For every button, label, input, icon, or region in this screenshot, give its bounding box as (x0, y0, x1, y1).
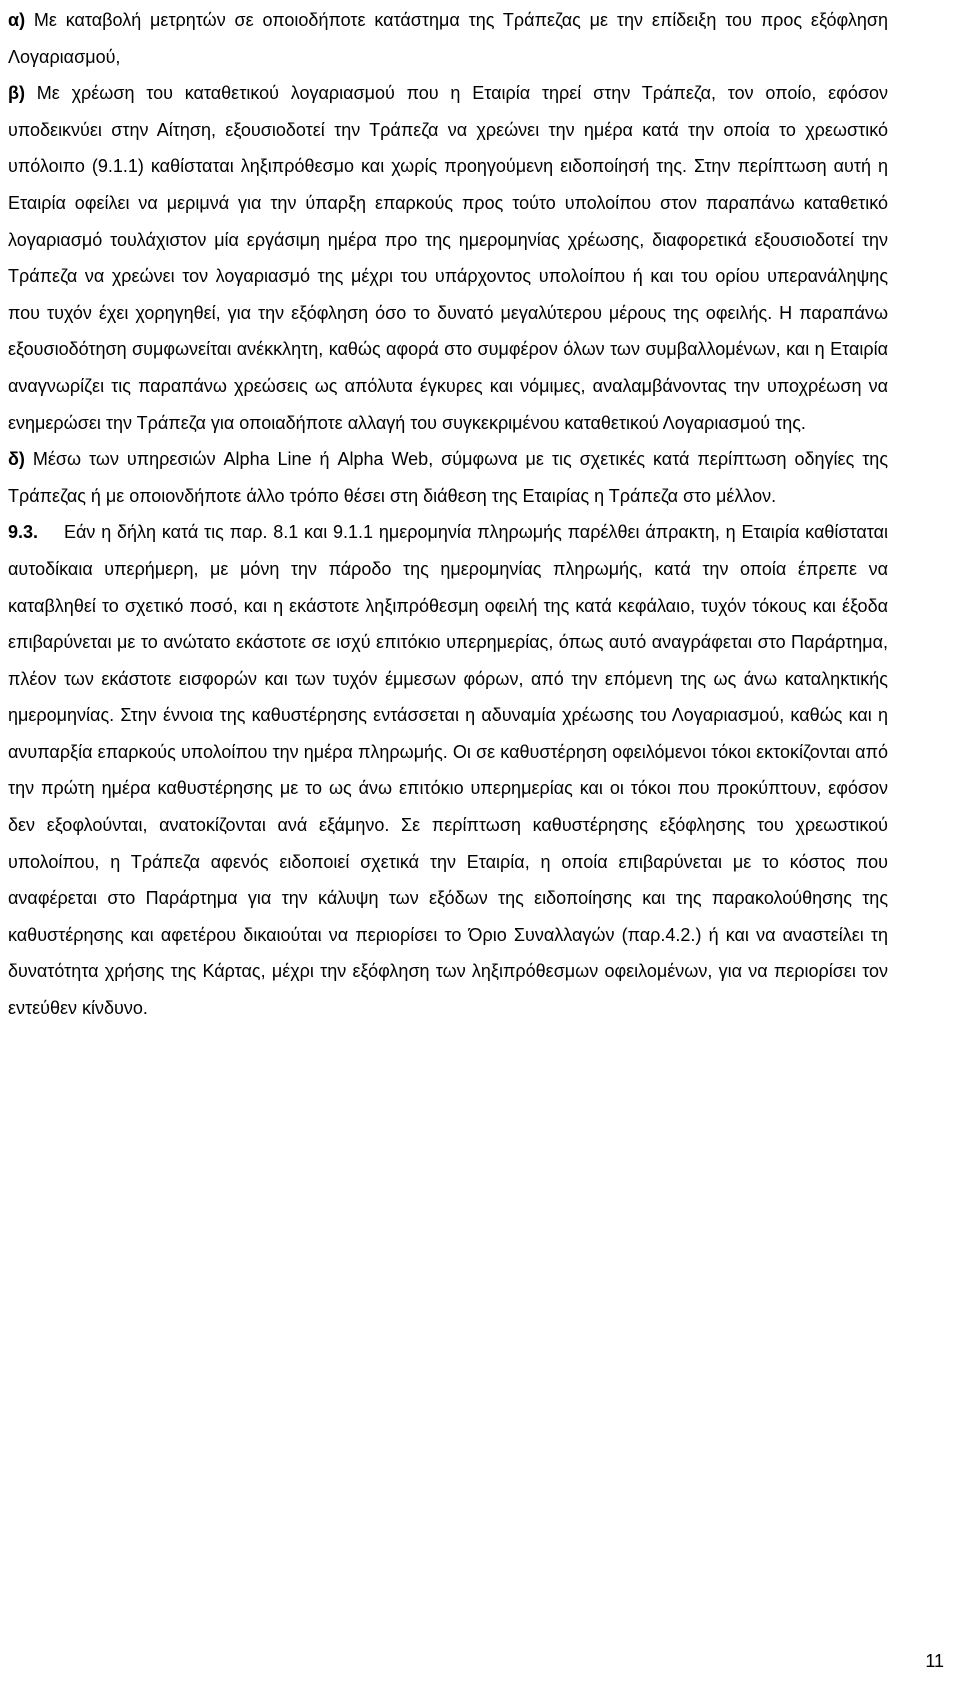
paragraph-marker: α) (8, 10, 26, 30)
paragraph-text: Με χρέωση του καταθετικού λογαριασμού που η Εταιρία τηρεί στην Τράπεζα, τον οποίο, εφόσον υποδεικνύει στην Αίτηση, εξουσιοδοτεί την Τράπεζα να χρεώνει την ημέρα κατά την οποία το χρεωστικό υπόλοιπο (9.1.1) καθίσταται ληξιπρόθεσμο και χωρίς προηγούμενη ειδοποίησή της. Στην περίπτωση αυτή η Εταιρία οφείλει να μεριμνά για την ύπαρξη επαρκούς προς τούτο υπολοίπου στον παραπάνω καταθετικό λογαριασμό τουλάχιστον μία εργάσιμη ημέρα προ της ημερομηνίας χρέωσης, διαφορετικά εξουσιοδοτεί την Τράπεζα να χρεώνει τον λογαριασμό της μέχρι του υπάρχοντος υπολοίπου ή και του ορίου υπερανάληψης που τυχόν έχει χορηγηθεί, για την εξόφληση όσο το δυνατό μεγαλύτερου μέρους της οφειλής. Η παραπάνω εξουσιοδότηση συμφωνείται ανέκκλητη, καθώς αφορά στο συμφέρον όλων των συμβαλλομένων, και η Εταιρία αναγνωρίζει τις παραπάνω χρεώσεις ως απόλυτα έγκυρες και νόμιμες, αναλαμβάνοντας την υποχρέωση να ενημερώσει την Τράπεζα για οποιαδήποτε αλλαγή του συγκεκριμένου καταθετικού Λογαριασμού της. (8, 83, 888, 433)
paragraph-marker: β) (8, 83, 25, 104)
paragraph-text: Με καταβολή μετρητών σε οποιοδήποτε κατάστημα της Τράπεζας με την επίδειξη του προς εξόφληση Λογαριασμού, (8, 10, 888, 67)
paragraph-a (8, 2, 888, 75)
page-number: 11 (925, 1651, 944, 1671)
paragraph-b (8, 75, 888, 441)
document-page (8, 0, 888, 1027)
paragraph-text: Μέσω των υπηρεσιών Alpha Line ή Alpha Web, σύμφωνα με τις σχετικές κατά περίπτωση οδηγίες της Τράπεζας ή με οποιονδήποτε άλλο τρόπο θέσει στη διάθεση της Εταιρίας η Τράπεζα στο μέλλον. (8, 449, 888, 506)
clause-number: 9.3. (8, 522, 39, 543)
paragraph-d (8, 441, 888, 514)
clause-9-3 (8, 514, 888, 1026)
paragraph-marker: δ) (8, 449, 25, 470)
paragraph-text: Εάν η δήλη κατά τις παρ. 8.1 και 9.1.1 ημερομηνία πληρωμής παρέλθει άπρακτη, η Εταιρία καθίσταται αυτοδίκαια υπερήμερη, με μόνη την πάροδο της ημερομηνίας πληρωμής, κατά την οποία έπρεπε να καταβληθεί το σχετικό ποσό, και η εκάστοτε ληξιπρόθεσμη οφειλή της κατά κεφάλαιο, τυχόν τόκους και έξοδα επιβαρύνεται με το ανώτατο εκάστοτε σε ισχύ επιτόκιο υπερημερίας, όπως αυτό αναγράφεται στο Παράρτημα, πλέον των εκάστοτε εισφορών και των τυχόν έμμεσων φόρων, από την επόμενη της ως άνω καταληκτικής ημερομηνίας. Στην έννοια της καθυστέρησης εντάσσεται η αδυναμία χρέωσης του Λογαριασμού, καθώς και η ανυπαρξία επαρκούς υπολοίπου την ημέρα πληρωμής. Οι σε καθυστέρηση οφειλόμενοι τόκοι εκτοκίζονται από την πρώτη ημέρα καθυστέρησης με το ως άνω επιτόκιο υπερημερίας και οι τόκοι που προκύπτουν, εφόσον δεν εξοφλούνται, ανατοκίζονται ανά εξάμηνο. Σε περίπτωση καθυστέρησης εξόφλησης του χρεωστικού υπολοίπου, η Τράπεζα αφενός ειδοποιεί σχετικά την Εταιρία, η οποία επιβαρύνεται με το κόστος που αναφέρεται στο Παράρτημα για την κάλυψη των εξόδων της ειδοποίησης και της παρακολούθησης της καθυστέρησης και αφετέρου δικαιούται να περιορίσει το Όριο Συναλλαγών (παρ.4.2.) ή και να αναστείλει τη δυνατότητα χρήσης της Κάρτας, μέχρι την εξόφληση των ληξιπρόθεσμων οφειλομένων, για να περιορίσει τον εντεύθεν κίνδυνο. (8, 522, 888, 1019)
